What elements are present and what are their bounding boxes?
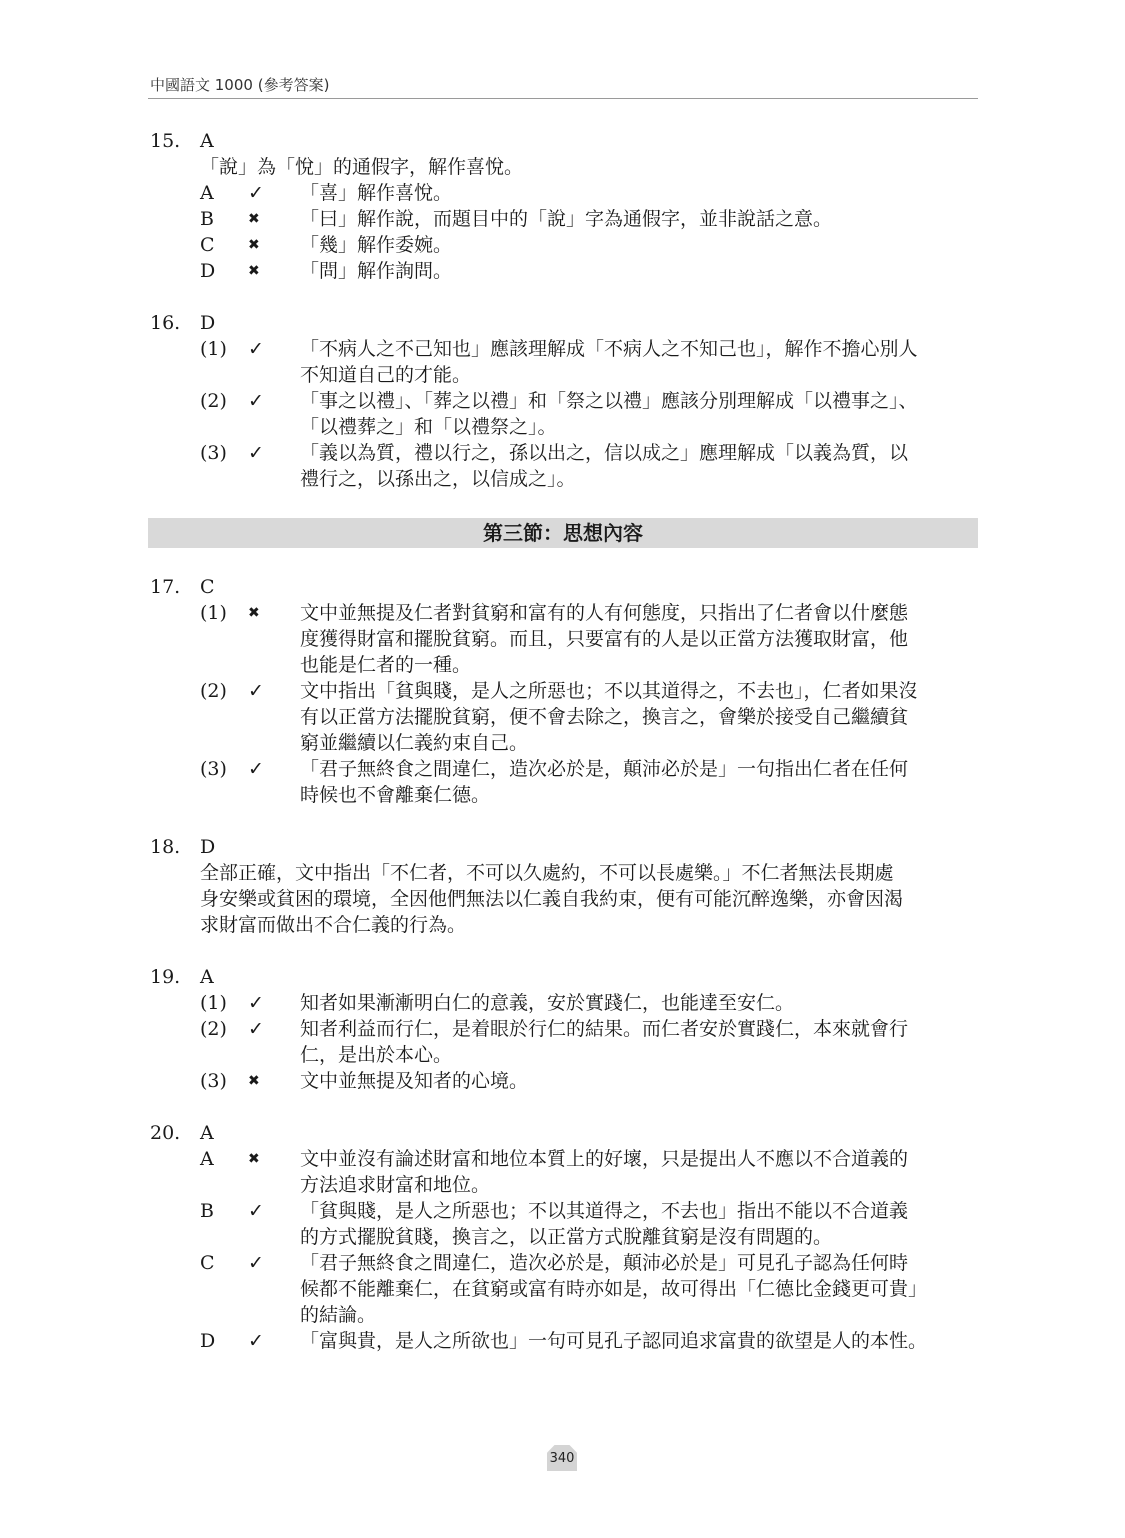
option-item — [148, 440, 978, 492]
option-label: (2) — [200, 680, 227, 702]
option-text-line: 文中並無提及知者的心境。 — [300, 1070, 529, 1092]
option-text-line: 文中並無提及仁者對貧窮和富有的人有何態度，只指出了仁者會以什麼態 — [300, 602, 909, 624]
option-label: (1) — [200, 992, 227, 1014]
option-text-line: 的方式擺脫貧賤，換言之，以正當方式脫離貧窮是沒有問題的。 — [300, 1226, 833, 1248]
option-text-line: 「喜」解作喜悅。 — [300, 182, 453, 204]
header-title: 中國語文 1000 (參考答案) — [150, 76, 330, 94]
question-block — [148, 128, 978, 284]
option-text-line: 度獲得財富和擺脫貧窮。而且，只要富有的人是以正當方法獲取財富，他 — [300, 628, 909, 650]
page-number: 340 — [547, 1445, 577, 1471]
question-head — [148, 964, 978, 990]
page-header — [148, 70, 978, 99]
option-text-line: 「問」解作詢問。 — [300, 260, 453, 282]
question-head — [148, 574, 978, 600]
option-text-line: 窮並繼續以仁義約束自己。 — [300, 732, 529, 754]
check-icon: ✓ — [248, 1200, 264, 1222]
option-item — [148, 1198, 978, 1250]
question-head — [148, 310, 978, 336]
option-text-line: 的結論。 — [300, 1304, 377, 1326]
option-label: B — [200, 208, 214, 230]
check-icon: ✓ — [248, 1018, 264, 1040]
option-item — [148, 756, 978, 808]
option-label: C — [200, 234, 215, 256]
option-item — [148, 336, 978, 388]
option-text-line: 禮行之，以孫出之，以信成之」。 — [300, 468, 576, 490]
option-item — [148, 1016, 978, 1068]
option-item — [148, 206, 978, 232]
option-label: (3) — [200, 758, 227, 780]
question-head — [148, 834, 978, 860]
option-text-line: 「君子無終食之間違仁，造次必於是，顛沛必於是」可見孔子認為任何時 — [300, 1252, 909, 1274]
check-icon: ✓ — [248, 992, 264, 1014]
option-label: C — [200, 1252, 215, 1274]
option-text-line: 時候也不會離棄仁德。 — [300, 784, 491, 806]
option-text-line: 不知道自己的才能。 — [300, 364, 472, 386]
question-block — [148, 574, 978, 808]
question-head — [148, 128, 978, 154]
option-item — [148, 388, 978, 440]
question-number: 17. — [150, 576, 181, 598]
cross-icon: ✖ — [248, 605, 260, 621]
check-icon: ✓ — [248, 442, 264, 464]
cross-icon: ✖ — [248, 1151, 260, 1167]
option-text-line: 「貧與賤，是人之所惡也；不以其道得之，不去也」指出不能以不合道義 — [300, 1200, 909, 1222]
question-answer: A — [200, 130, 214, 152]
option-text-line: 「曰」解作說，而題目中的「說」字為通假字，並非說話之意。 — [300, 208, 833, 230]
option-item — [148, 258, 978, 284]
option-label: A — [200, 182, 214, 204]
question-answer: D — [200, 312, 216, 334]
option-text-line: 「君子無終食之間違仁，造次必於是，顛沛必於是」一句指出仁者在任何 — [300, 758, 909, 780]
cross-icon: ✖ — [248, 211, 260, 227]
question-number: 18. — [150, 836, 181, 858]
question-answer: A — [200, 966, 214, 988]
check-icon: ✓ — [248, 758, 264, 780]
option-item — [148, 1250, 978, 1328]
question-answer: D — [200, 836, 216, 858]
question-answer: A — [200, 1122, 214, 1144]
answer-content — [148, 128, 978, 1380]
option-text-line: 文中並沒有論述財富和地位本質上的好壞，只是提出人不應以不合道義的 — [300, 1148, 909, 1170]
check-icon: ✓ — [248, 390, 264, 412]
check-icon: ✓ — [248, 680, 264, 702]
option-label: D — [200, 1330, 216, 1352]
question-number: 15. — [150, 130, 181, 152]
question-intro-line: 全部正確，文中指出「不仁者，不可以久處約，不可以長處樂。」不仁者無法長期處 — [200, 862, 894, 884]
option-label: (1) — [200, 602, 227, 624]
option-label: (3) — [200, 442, 227, 464]
option-label: (2) — [200, 1018, 227, 1040]
option-text-line: 也能是仁者的一種。 — [300, 654, 472, 676]
question-answer: C — [200, 576, 215, 598]
option-text-line: 知者利益而行仁，是着眼於行仁的結果。而仁者安於實踐仁，本來就會行 — [300, 1018, 909, 1040]
check-icon: ✓ — [248, 1330, 264, 1352]
option-label: (3) — [200, 1070, 227, 1092]
option-text-line: 「富與貴，是人之所欲也」一句可見孔子認同追求富貴的欲望是人的本性。 — [300, 1330, 928, 1352]
question-block — [148, 834, 978, 938]
cross-icon: ✖ — [248, 1073, 260, 1089]
option-label: (1) — [200, 338, 227, 360]
question-block — [148, 1120, 978, 1354]
option-text-line: 「義以為質，禮以行之，孫以出之，信以成之」應理解成「以義為質，以 — [300, 442, 909, 464]
option-item — [148, 1328, 978, 1354]
cross-icon: ✖ — [248, 263, 260, 279]
option-text-line: 文中指出「貧與賤，是人之所惡也；不以其道得之，不去也」，仁者如果沒 — [300, 680, 918, 702]
option-text-line: 仁，是出於本心。 — [300, 1044, 453, 1066]
question-block — [148, 964, 978, 1094]
check-icon: ✓ — [248, 338, 264, 360]
option-text-line: 「事之以禮」、「葬之以禮」和「祭之以禮」應該分別理解成「以禮事之」、 — [300, 390, 918, 412]
option-item — [148, 232, 978, 258]
check-icon: ✓ — [248, 1252, 264, 1274]
option-item — [148, 180, 978, 206]
option-item — [148, 600, 978, 678]
question-number: 20. — [150, 1122, 181, 1144]
option-text-line: 知者如果漸漸明白仁的意義，安於實踐仁，也能達至安仁。 — [300, 992, 795, 1014]
option-text-line: 方法追求財富和地位。 — [300, 1174, 491, 1196]
check-icon: ✓ — [248, 182, 264, 204]
question-intro-line: 求財富而做出不合仁義的行為。 — [200, 914, 467, 936]
option-label: A — [200, 1148, 214, 1170]
option-label: B — [200, 1200, 214, 1222]
option-text-line: 「不病人之不己知也」應該理解成「不病人之不知己也」，解作不擔心別人 — [300, 338, 918, 360]
section-title: 第三節：思想內容 — [148, 518, 978, 548]
option-text-line: 「以禮葬之」和「以禮祭之」。 — [300, 416, 557, 438]
question-intro: 「說」為「悅」的通假字，解作喜悅。 — [200, 156, 524, 178]
option-item — [148, 1068, 978, 1094]
question-number: 16. — [150, 312, 181, 334]
option-item — [148, 1146, 978, 1198]
option-text-line: 候都不能離棄仁，在貧窮或富有時亦如是，故可得出「仁德比金錢更可貴」 — [300, 1278, 928, 1300]
option-label: (2) — [200, 390, 227, 412]
question-head — [148, 1120, 978, 1146]
option-item — [148, 678, 978, 756]
option-item — [148, 990, 978, 1016]
question-intro-line: 身安樂或貧困的環境，全因他們無法以仁義自我約束，便有可能沉醉逸樂，亦會因渴 — [200, 888, 904, 910]
option-label: D — [200, 260, 216, 282]
question-block — [148, 310, 978, 492]
cross-icon: ✖ — [248, 237, 260, 253]
option-text-line: 「幾」解作委婉。 — [300, 234, 453, 256]
option-text-line: 有以正當方法擺脫貧窮，便不會去除之，換言之，會樂於接受自己繼續貧 — [300, 706, 909, 728]
question-number: 19. — [150, 966, 181, 988]
